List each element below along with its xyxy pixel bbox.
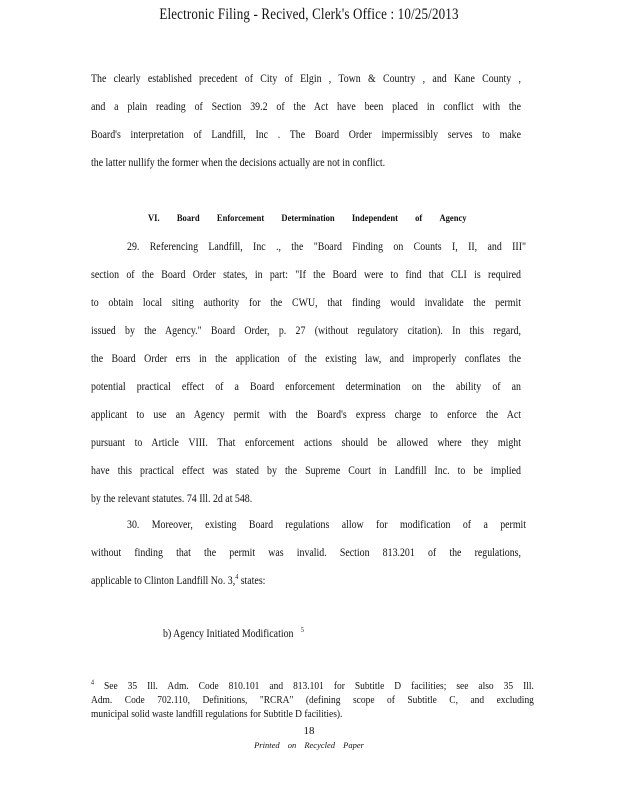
heading-word: Enforcement: [216, 214, 265, 224]
heading-word: Independent: [351, 214, 398, 224]
quoted-subsection: [163, 628, 304, 640]
para29-line-3: to obtain local siting authority for the CWU, that finding would invalidate the permit: [91, 297, 521, 309]
footnote-line-1: [91, 680, 534, 692]
para1-line-1: The clearly established precedent of City of Elgin , Town & Country , and Kane County ,: [91, 73, 521, 85]
quote-text: b) Agency Initiated Modification: [163, 628, 294, 640]
filing-header: Electronic Filing - Recived, Clerk's Office : 10/25/2013: [159, 6, 459, 23]
footnote-ref-5[interactable]: 5: [300, 626, 304, 635]
section-heading: [148, 214, 467, 224]
para1-line-4: the latter nullify the former when the decisions actually are not in conflict.: [91, 157, 386, 169]
heading-word: Agency: [439, 214, 467, 224]
heading-number: VI.: [148, 214, 160, 224]
para30-line-3-end: states:: [238, 575, 266, 587]
para29-line-6: potential practical effect of a Board enforcement determination on the ability of an: [91, 381, 521, 393]
para30-line-1: 30. Moreover, existing Board regulations allow for modification of a permit: [127, 519, 527, 531]
heading-word: Board: [176, 214, 200, 224]
para29-line-1: 29. Referencing Landfill, Inc ., the "Board Finding on Counts I, II, and III": [127, 241, 527, 253]
para30-line-2: without finding that the permit was invalid. Section 813.201 of the regulations,: [91, 547, 521, 559]
footnote-ref-4[interactable]: 4: [235, 573, 239, 582]
footnote-line-2: Adm. Code 702.110, Definitions, "RCRA" (defining scope of Subtitle C, and excluding: [91, 694, 534, 706]
heading-word: of: [415, 214, 423, 224]
footnote-text-1: See 35 Ill. Adm. Code 810.101 and 813.101 for Subtitle D facilities; see also 35 Ill.: [94, 680, 534, 692]
para29-line-2: section of the Board Order states, in part: "If the Board were to find that CLI is required: [91, 269, 521, 281]
footnote-mark: 4: [91, 678, 95, 687]
page-number: 18: [303, 725, 315, 737]
para30-line-3-text: applicable to Clinton Landfill No. 3,: [91, 575, 236, 587]
para29-line-5: the Board Order errs in the application of the existing law, and improperly conflates the: [91, 353, 521, 365]
para29-line-9: have this practical effect was stated by the Supreme Court in Landfill Inc. to be implied: [91, 465, 521, 477]
para29-line-10: by the relevant statutes. 74 Ill. 2d at 548.: [91, 493, 253, 505]
para1-line-3: Board's interpretation of Landfill, Inc . The Board Order impermissibly serves to make: [91, 129, 521, 141]
para29-line-8: pursuant to Article VIII. That enforcement actions should be allowed where they might: [91, 437, 521, 449]
printed-note: Printed on Recycled Paper: [254, 740, 364, 750]
heading-word: Determination: [281, 214, 335, 224]
footnote-line-3: municipal solid waste landfill regulations for Subtitle D facilities).: [91, 708, 343, 720]
para30-line-3: [91, 574, 521, 588]
para1-line-2: and a plain reading of Section 39.2 of the Act have been placed in conflict with the: [91, 101, 521, 113]
para29-line-4: issued by the Agency." Board Order, p. 27 (without regulatory citation). In this regard,: [91, 325, 521, 337]
para29-line-7: applicant to use an Agency permit with the Board's express charge to enforce the Act: [91, 409, 521, 421]
